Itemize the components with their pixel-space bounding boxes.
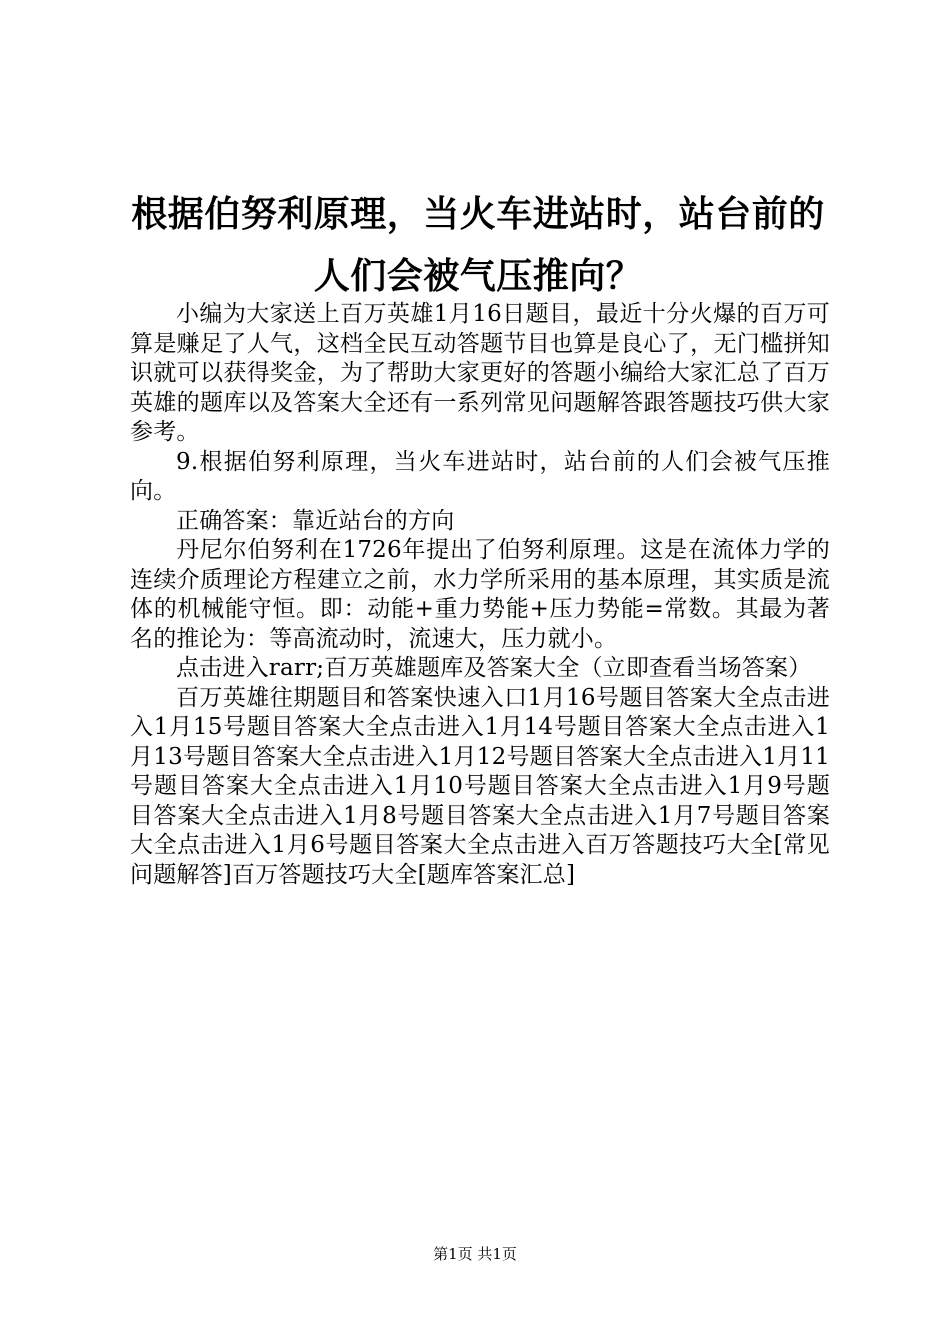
document-body xyxy=(130,300,830,890)
document-title: 根据伯努利原理，当火车进站时，站台前的人们会被气压推向？ xyxy=(131,194,825,297)
link-paragraph: 点击进入rarr;百万英雄题库及答案大全（立即查看当场答案） xyxy=(176,655,812,681)
archive-links-paragraph: 百万英雄往期题目和答案快速入口1月16号题目答案大全点击进入1月15号题目答案大全点击进入1月14号题目答案大全点击进入1月13号题目答案大全点击进入1月12号题目答案大全点击进入1月11号题目答案大全点击进入1月10号题目答案大全点击进入1月9号题目答案大全点击进入1月8号题目答案大全点击进入1月7号题目答案大全点击进入1月6号题目答案大全点击进入百万答题技巧大全[常见问题解答]百万答题技巧大全[题库答案汇总] xyxy=(130,684,830,888)
question-paragraph: 9.根据伯努利原理，当火车进站时，站台前的人们会被气压推向。 xyxy=(130,448,830,504)
intro-paragraph: 小编为大家送上百万英雄1月16日题目，最近十分火爆的百万可算是赚足了人气，这档全民互动答题节目也算是良心了，无门槛拼知识就可以获得奖金，为了帮助大家更好的答题小编给大家汇总了百万英雄的题库以及答案大全还有一系列常见问题解答跟答题技巧供大家参考。 xyxy=(130,301,830,445)
explanation-paragraph: 丹尼尔伯努利在1726年提出了伯努利原理。这是在流体力学的连续介质理论方程建立之前，水力学所采用的基本原理，其实质是流体的机械能守恒。即：动能+重力势能+压力势能=常数。其最为著名的推论为：等高流动时，流速大，压力就小。 xyxy=(130,537,830,652)
answer-paragraph: 正确答案：靠近站台的方向 xyxy=(176,507,455,534)
page-footer: 第1页 共1页 xyxy=(433,1245,517,1263)
